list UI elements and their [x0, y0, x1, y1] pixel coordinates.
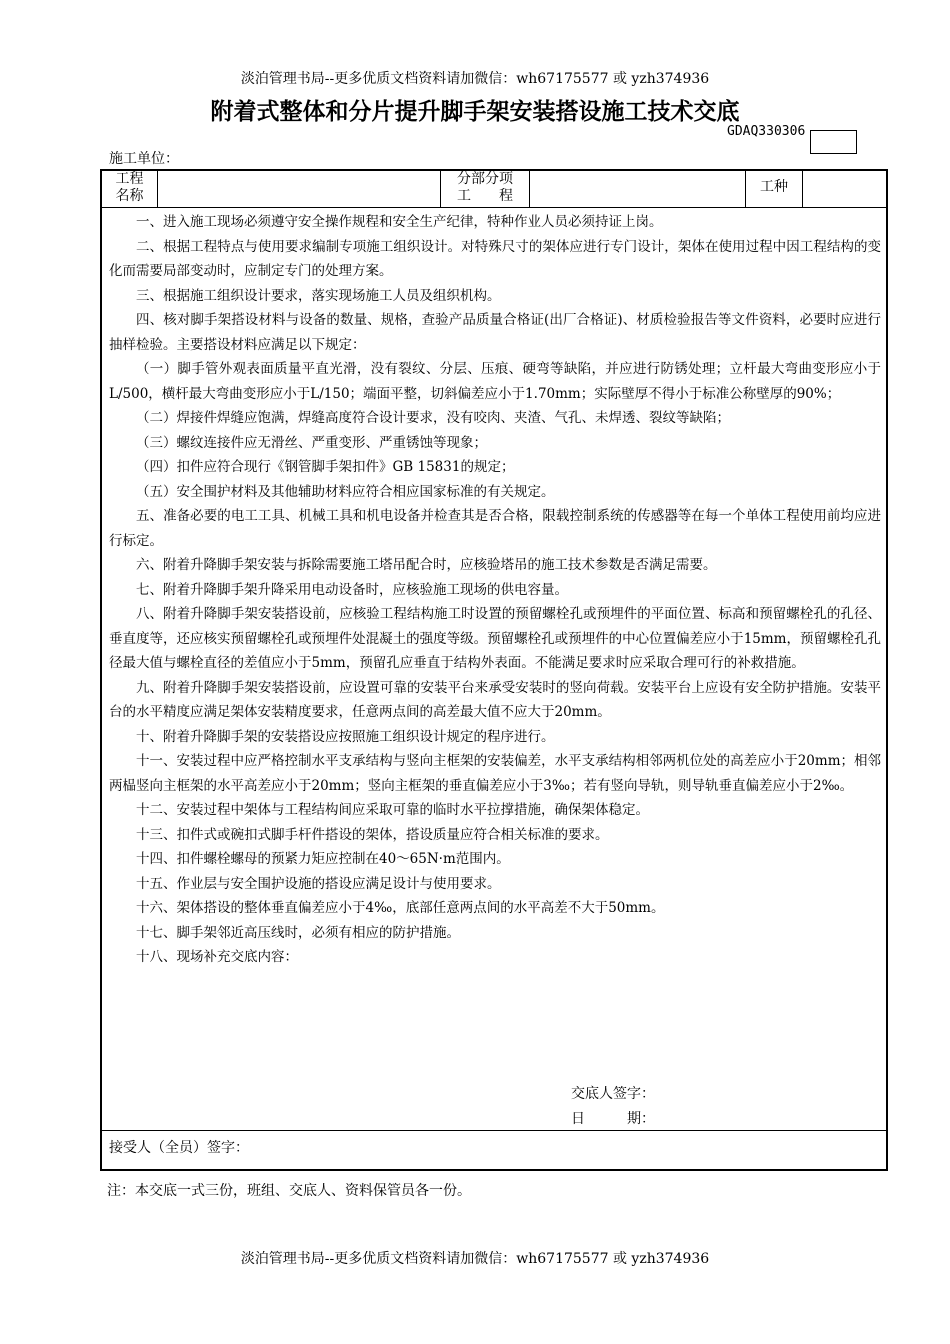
paragraph: 五、准备必要的电工工具、机械工具和机电设备并检查其是否合格，限载控制系统的传感器等在每一个单体工程使用前均应进行标定。: [109, 508, 881, 549]
date-label: 日 期：: [571, 1111, 655, 1127]
signer-label: 交底人签字：: [571, 1086, 655, 1102]
footnote: 注：本交底一式三份，班组、交底人、资料保管员各一份。: [107, 1183, 471, 1199]
paragraph: 十三、扣件式或碗扣式脚手杆件搭设的架体，搭设质量应符合相关标准的要求。: [136, 826, 609, 843]
paragraph: 十五、作业层与安全围护设施的搭设应满足设计与使用要求。: [136, 875, 501, 892]
paragraph: 六、附着升降脚手架安装与拆除需要施工塔吊配合时，应核验塔吊的施工技术参数是否满足需要。: [136, 557, 717, 573]
paragraph: 八、附着升降脚手架安装搭设前，应核验工程结构施工时设置的预留螺栓孔或预埋件的平面位置、标高和预留螺栓孔的孔径、垂直度等，还应核实预留螺栓孔或预埋件处混凝土的强度等级。预留螺栓孔或预埋件的中心位置偏差应小于15mm，预留螺栓孔孔径最大值与螺栓直径的差值应小于5mm，预留孔应垂直于结构外表面。不能满足要求时应采取合理可行的补救措施。: [109, 606, 881, 671]
paragraph: 一、进入施工现场必须遵守安全操作规程和安全生产纪律，特种作业人员必须持证上岗。: [136, 214, 663, 230]
paragraph: 三、根据施工组织设计要求，落实现场施工人员及组织机构。: [136, 287, 501, 304]
project-name-label: 工程 名称: [115, 171, 144, 204]
header-divider: [100, 207, 888, 208]
document-title: 附着式整体和分片提升脚手架安装搭设施工技术交底: [210, 99, 740, 125]
sub-project-label: 分部分项 工 程: [457, 171, 513, 204]
disclosure-content: [109, 210, 881, 970]
paragraph: 二、根据工程特点与使用要求编制专项施工组织设计。对特殊尺寸的架体应进行专门设计，架体在使用过程中因工程结构的变化而需要局部变动时，应制定专门的处理方案。: [109, 238, 881, 279]
paragraph: 十七、脚手架邻近高压线时，必须有相应的防护措施。: [136, 924, 460, 941]
receiver-signature-label: 接受人（全员）签字：: [109, 1140, 249, 1156]
trade-label: 工种: [760, 179, 788, 195]
paragraph: 七、附着升降脚手架升降采用电动设备时，应核验施工现场的供电容量。: [136, 581, 568, 598]
trade-value[interactable]: [803, 170, 887, 207]
code-box: [810, 130, 857, 154]
watermark-bottom: 淡泊管理书局--更多优质文档资料请加微信：wh67175577 或 yzh374936: [240, 1251, 710, 1267]
construction-unit-label: 施工单位：: [109, 151, 179, 167]
paragraph: （五）安全围护材料及其他辅助材料应符合相应国家标准的有关规定。: [136, 483, 555, 500]
sub-project-value[interactable]: [530, 170, 745, 207]
receiver-divider: [100, 1130, 888, 1131]
paragraph: （四）扣件应符合现行《钢管脚手架扣件》GB 15831的规定；: [136, 459, 515, 475]
paragraph: （二）焊接件焊缝应饱满，焊缝高度符合设计要求，没有咬肉、夹渣、气孔、未焊透、裂纹等缺陷；: [136, 410, 730, 426]
project-name-value[interactable]: [158, 170, 440, 207]
document-code: GDAQ330306: [727, 124, 806, 139]
paragraph: 十四、扣件螺栓螺母的预紧力矩应控制在40～65N·m范围内。: [136, 851, 510, 867]
watermark-top: 淡泊管理书局--更多优质文档资料请加微信：wh67175577 或 yzh374936: [240, 71, 710, 87]
paragraph: 四、核对脚手架搭设材料与设备的数量、规格，查验产品质量合格证(出厂合格证)、材质检验报告等文件资料，必要时应进行抽样检验。主要搭设材料应满足以下规定：: [109, 312, 881, 353]
paragraph: （一）脚手管外观表面质量平直光滑，没有裂纹、分层、压痕、硬弯等缺陷，并应进行防锈处理；立杆最大弯曲变形应小于L/500，横杆最大弯曲变形应小于L/150；端面平整，切斜偏差应小于1.70mm；实际壁厚不得小于标准公称壁厚的90%；: [109, 361, 881, 402]
paragraph: 十八、现场补充交底内容：: [136, 949, 298, 965]
paragraph: 十六、架体搭设的整体垂直偏差应小于4‰，底部任意两点间的水平高差不大于50mm。: [136, 900, 665, 916]
receiver-signature-field[interactable]: [260, 1132, 880, 1168]
paragraph: （三）螺纹连接件应无滑丝、严重变形、严重锈蚀等现象；: [136, 434, 487, 451]
paragraph: 十二、安装过程中架体与工程结构间应采取可靠的临时水平拉撑措施，确保架体稳定。: [136, 802, 649, 818]
paragraph: 十、附着升降脚手架的安装搭设应按照施工组织设计规定的程序进行。: [136, 728, 555, 745]
paragraph: 九、附着升降脚手架安装搭设前，应设置可靠的安装平台来承受安装时的竖向荷载。安装平台上应设有安全防护措施。安装平台的水平精度应满足架体安装精度要求，任意两点间的高差最大值不应大于20mm。: [109, 679, 881, 720]
paragraph: 十一、安装过程中应严格控制水平支承结构与竖向主框架的安装偏差，水平支承结构相邻两机位处的高差应小于20mm；相邻两榀竖向主框架的水平高差应小于20mm；竖向主框架的垂直偏差应小于3‰；若有竖向导轨，则导轨垂直偏差应小于2‰。: [109, 753, 881, 794]
